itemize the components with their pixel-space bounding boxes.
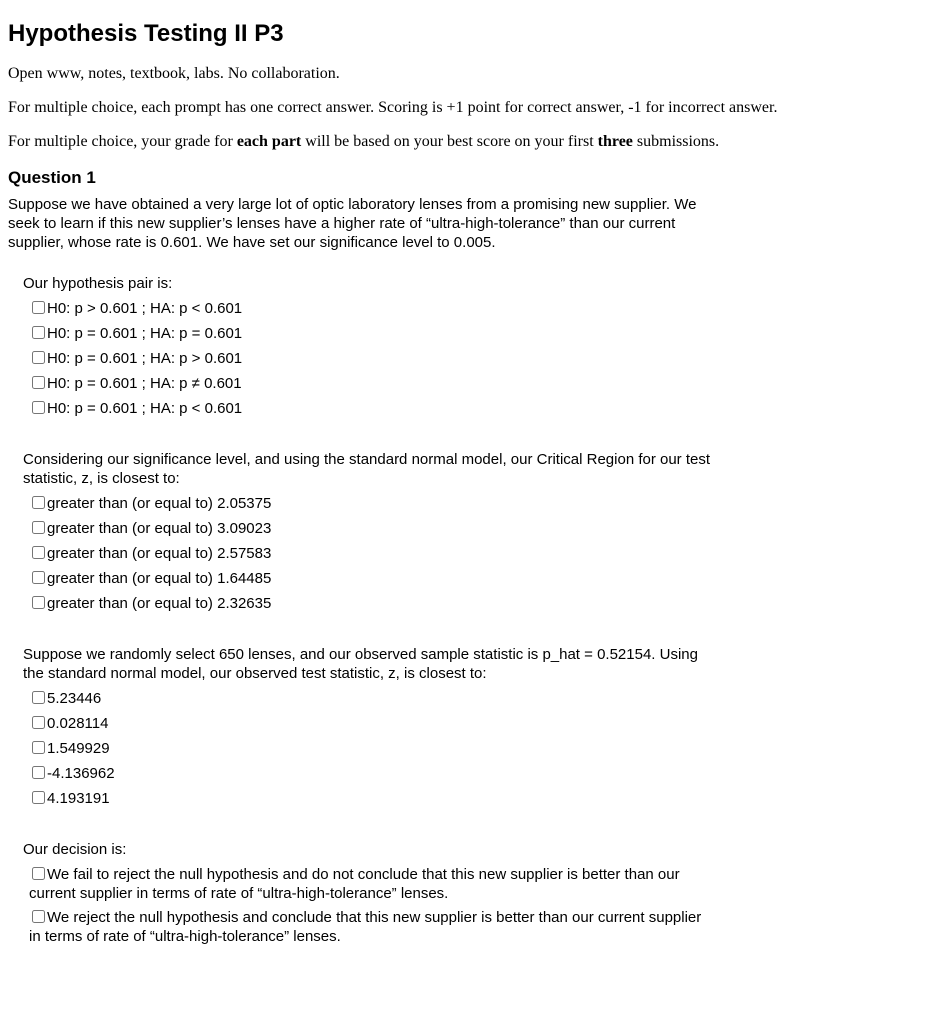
option-checkbox[interactable] bbox=[32, 496, 45, 509]
option-label: greater than (or equal to) 1.64485 bbox=[47, 570, 272, 587]
option-label: 0.028114 bbox=[47, 715, 109, 732]
instructions-scoring: For multiple choice, each prompt has one correct answer. Scoring is +1 point for correct answer, -1 for incorrect answer. bbox=[8, 99, 778, 116]
part-prompt: Our hypothesis pair is: bbox=[23, 275, 173, 292]
option-item[interactable] bbox=[29, 494, 713, 513]
option-checkbox[interactable] bbox=[32, 910, 45, 923]
option-item[interactable] bbox=[29, 594, 713, 613]
question-part-hypothesis bbox=[23, 274, 713, 418]
option-item[interactable] bbox=[29, 569, 713, 588]
option-label: H0: p = 0.601 ; HA: p = 0.601 bbox=[47, 325, 243, 342]
option-checkbox[interactable] bbox=[32, 716, 45, 729]
grading-emphasis-three: three bbox=[597, 133, 633, 150]
option-checkbox[interactable] bbox=[32, 691, 45, 704]
option-item[interactable] bbox=[29, 789, 713, 808]
option-item[interactable] bbox=[29, 299, 713, 318]
option-checkbox[interactable] bbox=[32, 791, 45, 804]
grading-emphasis-each-part: each part bbox=[236, 133, 302, 150]
option-checkbox[interactable] bbox=[32, 326, 45, 339]
option-label: We fail to reject the null hypothesis and do not conclude that this new supplier is better than our current supplier in terms of rate of “ultra-high-tolerance” lenses. bbox=[29, 866, 680, 902]
question-part-decision bbox=[23, 840, 713, 946]
option-item[interactable] bbox=[29, 714, 713, 733]
option-checkbox[interactable] bbox=[32, 867, 45, 880]
question-part-test-statistic bbox=[23, 645, 713, 808]
option-item[interactable] bbox=[29, 764, 713, 783]
option-item[interactable] bbox=[29, 399, 713, 418]
option-list bbox=[29, 865, 713, 946]
question-intro: Suppose we have obtained a very large lot of optic laboratory lenses from a promising new supplier. We seek to learn if this new supplier’s lenses have a higher rate of “ultra-high-tolerance” than our current supplier, whose rate is 0.601. We have set our significance level to 0.005. bbox=[8, 196, 697, 251]
option-checkbox[interactable] bbox=[32, 376, 45, 389]
option-checkbox[interactable] bbox=[32, 521, 45, 534]
option-label: H0: p = 0.601 ; HA: p < 0.601 bbox=[47, 400, 243, 417]
option-list bbox=[29, 494, 713, 613]
question-part-critical-region bbox=[23, 450, 713, 613]
option-checkbox[interactable] bbox=[32, 351, 45, 364]
option-label: H0: p > 0.601 ; HA: p < 0.601 bbox=[47, 300, 243, 317]
option-list bbox=[29, 299, 713, 418]
option-item[interactable] bbox=[29, 519, 713, 538]
grading-text-1: For multiple choice, your grade for bbox=[8, 133, 237, 150]
option-item[interactable] bbox=[29, 324, 713, 343]
part-prompt: Suppose we randomly select 650 lenses, and our observed sample statistic is p_hat = 0.52154. Using the standard normal model, our observed test statistic, z, is closest to: bbox=[23, 646, 698, 682]
option-item[interactable] bbox=[29, 349, 713, 368]
option-label: 1.549929 bbox=[47, 740, 110, 757]
option-label: greater than (or equal to) 3.09023 bbox=[47, 520, 272, 537]
option-list bbox=[29, 689, 713, 808]
option-label: -4.136962 bbox=[47, 765, 115, 782]
option-item[interactable] bbox=[29, 544, 713, 563]
question-heading: Question 1 bbox=[8, 168, 96, 187]
option-label: 4.193191 bbox=[47, 790, 110, 807]
option-label: H0: p = 0.601 ; HA: p ≠ 0.601 bbox=[47, 375, 242, 392]
option-checkbox[interactable] bbox=[32, 571, 45, 584]
option-label: We reject the null hypothesis and conclude that this new supplier is better than our current supplier in terms of rate of “ultra-high-tolerance” lenses. bbox=[29, 909, 702, 945]
option-label: greater than (or equal to) 2.32635 bbox=[47, 595, 272, 612]
option-checkbox[interactable] bbox=[32, 596, 45, 609]
option-label: greater than (or equal to) 2.05375 bbox=[47, 495, 272, 512]
option-label: H0: p = 0.601 ; HA: p > 0.601 bbox=[47, 350, 243, 367]
option-checkbox[interactable] bbox=[32, 546, 45, 559]
option-checkbox[interactable] bbox=[32, 301, 45, 314]
instructions-resources: Open www, notes, textbook, labs. No collaboration. bbox=[8, 65, 340, 82]
part-prompt: Considering our significance level, and using the standard normal model, our Critical Region for our test statistic, z, is closest to: bbox=[23, 451, 711, 487]
grading-text-2: will be based on your best score on your first bbox=[301, 133, 598, 150]
page-title: Hypothesis Testing II P3 bbox=[8, 20, 284, 47]
option-label: greater than (or equal to) 2.57583 bbox=[47, 545, 272, 562]
instructions-grading bbox=[8, 133, 944, 151]
option-checkbox[interactable] bbox=[32, 766, 45, 779]
option-item[interactable] bbox=[29, 865, 713, 903]
option-checkbox[interactable] bbox=[32, 401, 45, 414]
option-label: 5.23446 bbox=[47, 690, 102, 707]
option-item[interactable] bbox=[29, 739, 713, 758]
option-checkbox[interactable] bbox=[32, 741, 45, 754]
part-prompt: Our decision is: bbox=[23, 841, 127, 858]
option-item[interactable] bbox=[29, 908, 713, 946]
grading-text-3: submissions. bbox=[632, 133, 720, 150]
option-item[interactable] bbox=[29, 689, 713, 708]
option-item[interactable] bbox=[29, 374, 713, 393]
